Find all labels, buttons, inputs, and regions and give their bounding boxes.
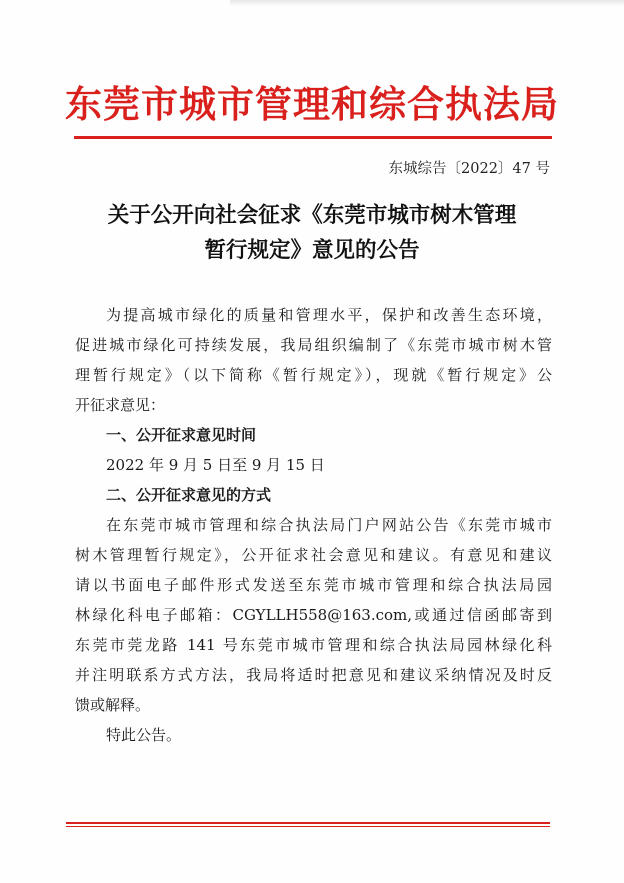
intro-line: 为提高城市绿化的质量和管理水平，保护和改善生态环境，	[106, 306, 552, 324]
section-1-heading: 一、公开征求意见时间	[106, 426, 257, 444]
section-2-line: 树木管理暂行规定》，公开征求社会意见和建议。有意见和建议	[75, 546, 552, 564]
section-2-line: 并注明联系方式方法，我局将适时把意见和建议采纳情况及时反	[75, 666, 552, 684]
section-2-line: 林绿化科电子邮箱：CGYLLH558@163.com,或通过信函邮寄到	[75, 606, 552, 624]
closing-text: 特此公告。	[106, 726, 182, 744]
section-2-paragraph	[75, 510, 552, 720]
document-number: 东城综告〔2022〕47 号	[388, 161, 550, 177]
notice-title-line-1: 关于公开向社会征求《东莞市城市树木管理	[107, 203, 517, 228]
red-divider-top	[74, 136, 552, 139]
notice-title-line-2: 暂行规定》意见的公告	[204, 238, 420, 263]
section-2-line: 在东莞市城市管理和综合执法局门户网站公告《东莞市城市	[106, 516, 552, 534]
intro-line: 理暂行规定》（以下简称《暂行规定》），现就《暂行规定》公	[75, 366, 552, 384]
intro-line: 促进城市绿化可持续发展，我局组织编制了《东莞市城市树木管	[75, 336, 552, 354]
section-2-line: 请以书面电子邮件形式发送至东莞市城市管理和综合执法局园	[75, 576, 552, 594]
notice-title	[0, 198, 624, 268]
red-divider-bottom	[66, 822, 550, 824]
intro-line: 开征求意见：	[75, 396, 166, 414]
section-2-line: 馈或解释。	[75, 696, 151, 714]
red-divider-bottom-thin	[66, 826, 550, 827]
section-2-heading: 二、公开征求意见的方式	[106, 486, 272, 504]
intro-paragraph	[75, 300, 552, 420]
section-2-line: 东莞市莞龙路 141 号东莞市城市管理和综合执法局园林绿化科	[75, 636, 552, 654]
scan-shadow	[230, 0, 624, 6]
notice-body	[75, 300, 552, 750]
agency-title: 东莞市城市管理和综合执法局	[65, 82, 559, 126]
section-1-text: 2022 年 9 月 5 日至 9 月 15 日	[106, 456, 325, 474]
